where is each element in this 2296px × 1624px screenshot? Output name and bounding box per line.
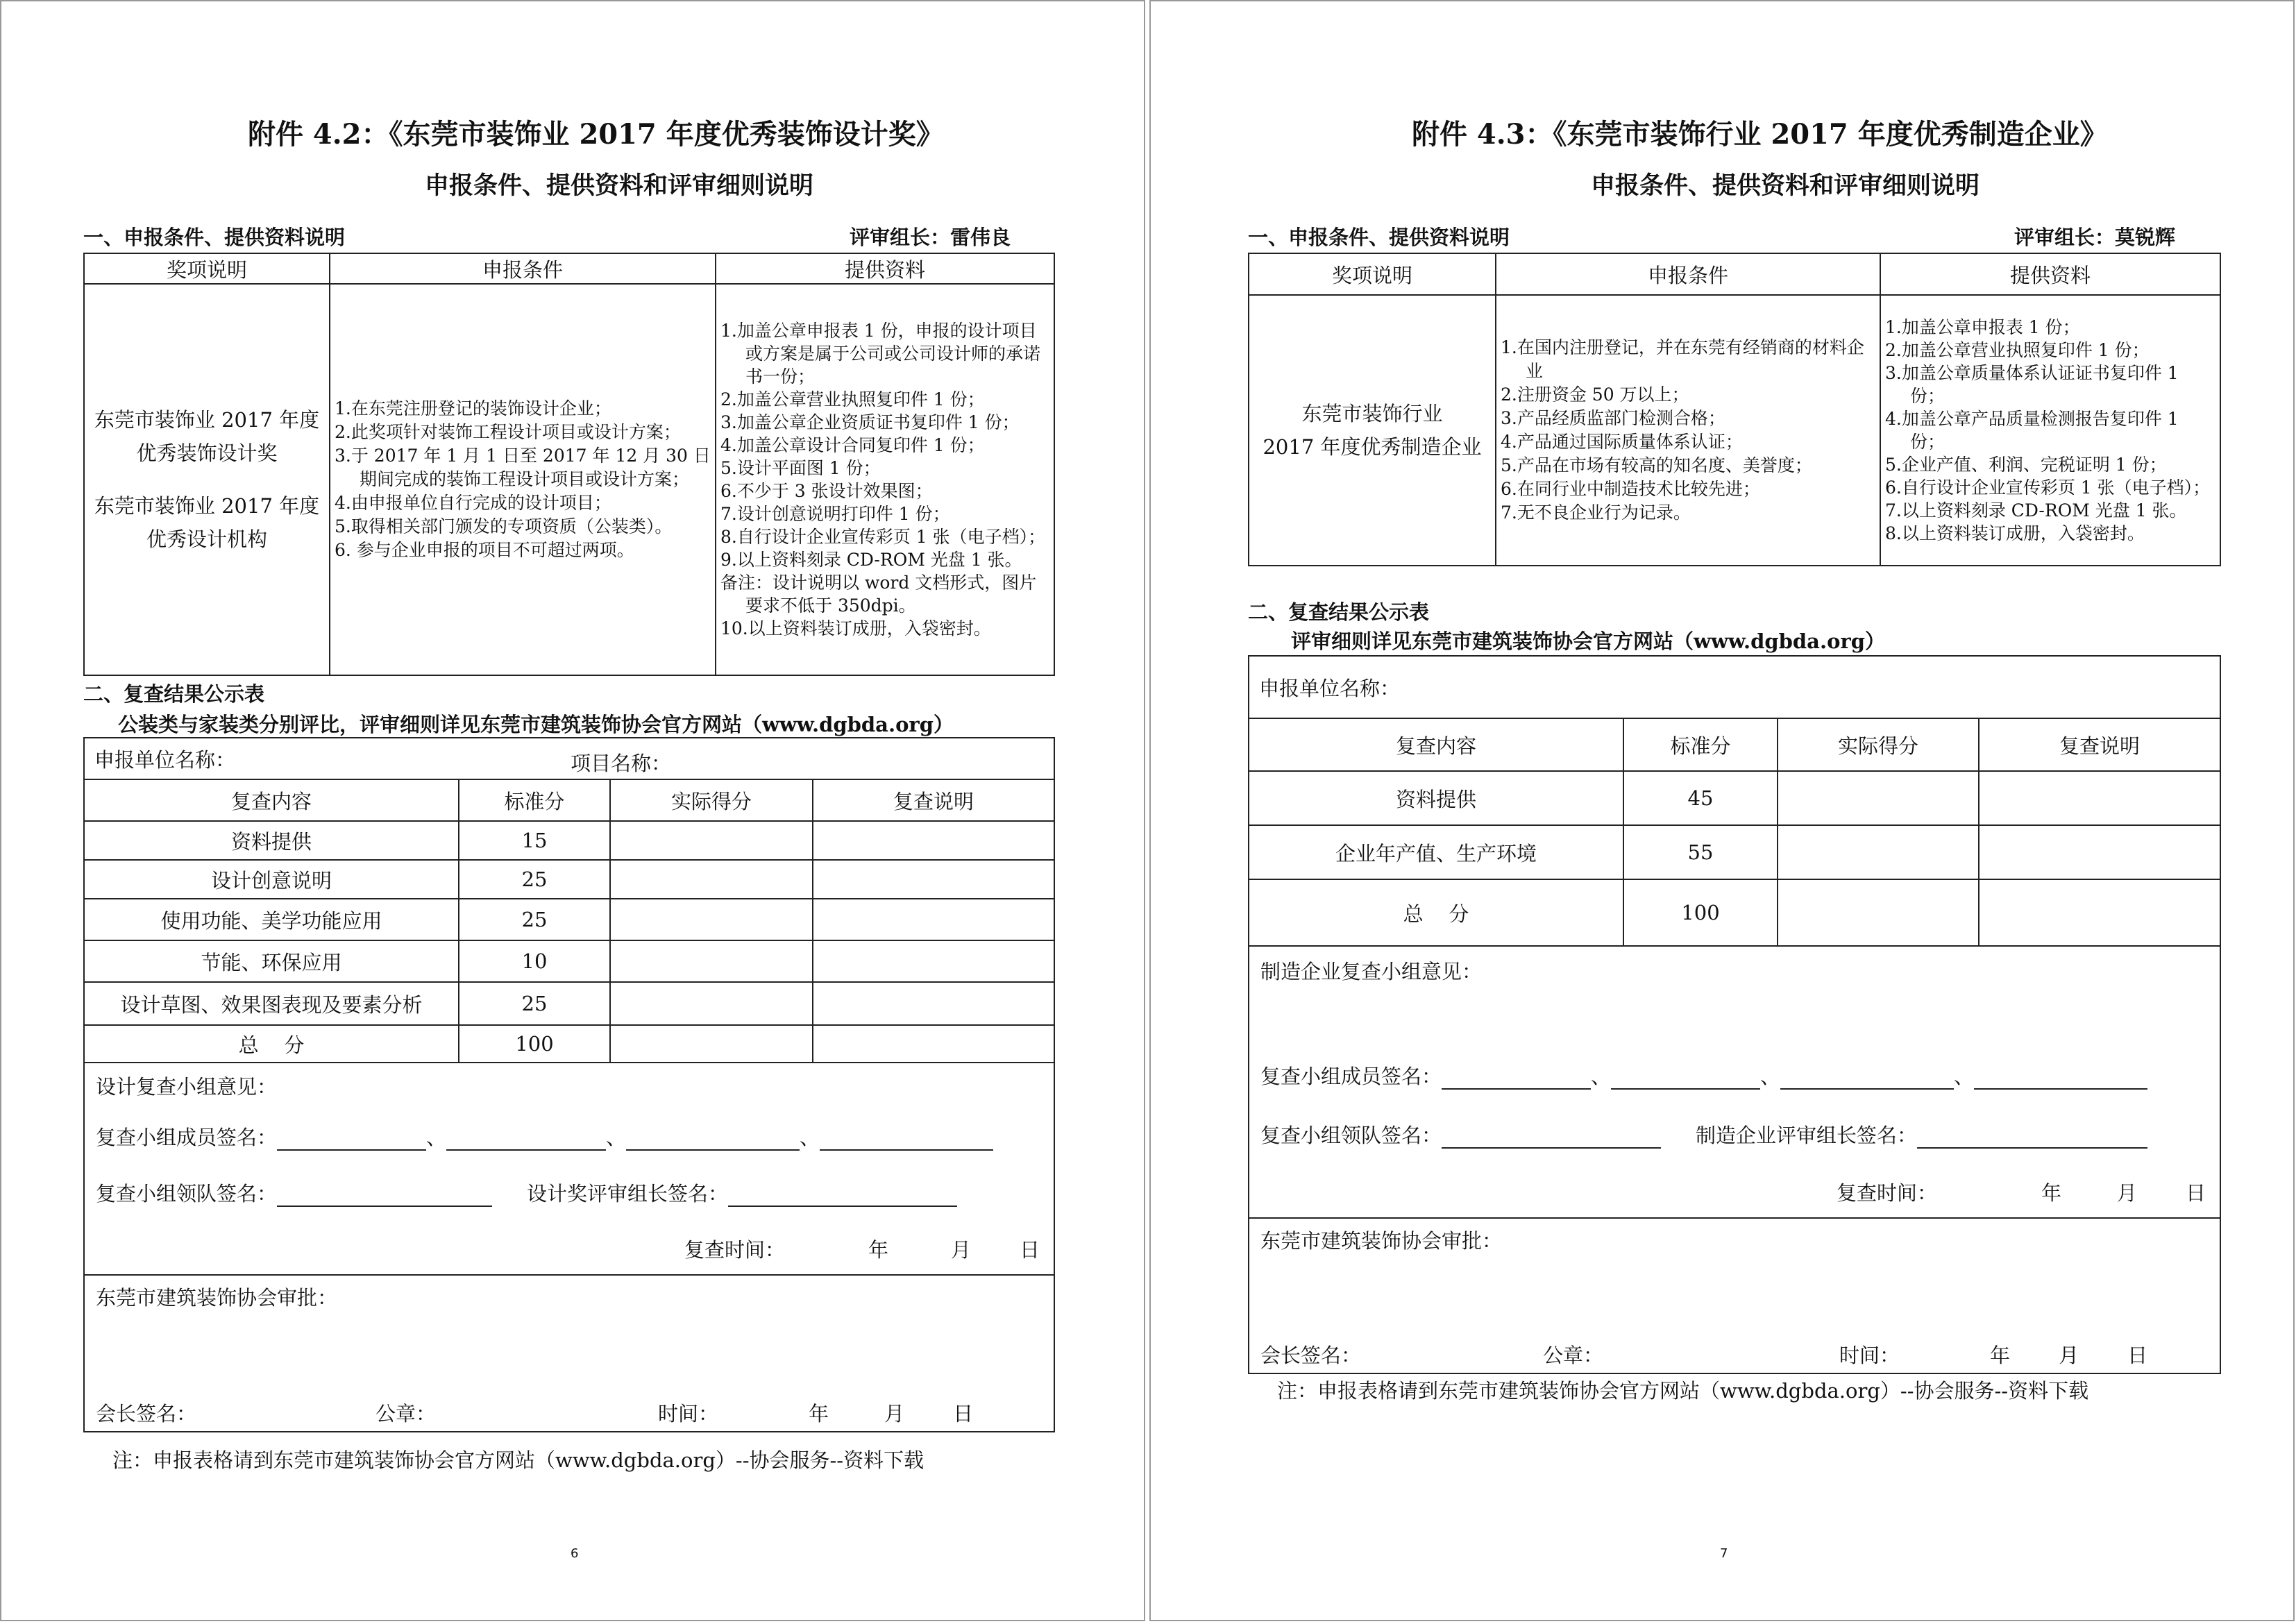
review-item: 节能、环保应用 — [84, 940, 459, 982]
table-row — [84, 899, 1054, 940]
column-header: 实际得分 — [610, 779, 813, 821]
approval-sign-row — [1260, 1340, 2191, 1369]
table-row — [1249, 771, 2220, 825]
approval-block — [84, 1275, 1054, 1432]
sign-line[interactable] — [446, 1130, 606, 1151]
sign-line[interactable] — [277, 1130, 426, 1151]
table-row — [84, 860, 1054, 899]
column-header: 申报条件 — [330, 253, 716, 284]
material-item: 7.以上资料刻录 CD-ROM 光盘 1 张。 — [1885, 500, 2187, 521]
material-item: 8.自行设计企业宣传彩页 1 张（电子档）； — [720, 527, 1046, 547]
award-cell — [84, 284, 330, 675]
sign-line[interactable] — [728, 1186, 957, 1207]
sign-line[interactable] — [626, 1130, 800, 1151]
page-right — [1149, 0, 2295, 1621]
year-label: 年 — [868, 1238, 888, 1262]
review-item: 设计创意说明 — [84, 860, 459, 899]
standard-score: 25 — [459, 982, 610, 1025]
unit-label: 申报单位名称： — [94, 747, 236, 772]
review-item: 使用功能、美学功能应用 — [84, 899, 459, 940]
column-header: 奖项说明 — [1249, 253, 1496, 295]
material-item: 5.设计平面图 1 份； — [720, 458, 881, 478]
award-name: 东莞市装饰行业 — [1301, 402, 1443, 425]
separator: 、 — [426, 1126, 447, 1149]
remark-cell — [813, 940, 1054, 982]
condition-item: 1.在国内注册登记，并在东莞有经销商的材料企业 — [1501, 337, 1864, 381]
award-name: 优秀设计机构 — [146, 527, 267, 551]
column-header: 标准分 — [459, 779, 610, 821]
material-item: 备注：设计说明以 word 文档形式，图片要求不低于 350dpi。 — [720, 573, 1037, 616]
condition-item: 2.注册资金 50 万以上； — [1501, 384, 1689, 405]
section-heading: 二、复查结果公示表 — [83, 682, 265, 706]
review-leader: 评审组长：莫锐辉 — [2014, 226, 2176, 249]
condition-item: 3.于 2017 年 1 月 1 日至 2017 年 12 月 30 日期间完成的装饰工程设计项目或设计方案； — [335, 446, 711, 489]
section-heading: 二、复查结果公示表 — [1248, 600, 1430, 624]
approval-label: 东莞市建筑装饰协会审批： — [1260, 1229, 1503, 1253]
condition-item: 1.在东莞注册登记的装饰设计企业； — [335, 398, 611, 418]
material-item: 7.设计创意说明打印件 1 份； — [720, 504, 950, 524]
actual-score-cell — [610, 899, 813, 940]
requirements-table — [83, 253, 1055, 676]
sign-line[interactable] — [1780, 1069, 1954, 1090]
year-label: 年 — [2041, 1181, 2061, 1205]
review-item: 资料提供 — [84, 821, 459, 860]
page-title: 附件 4.3：《东莞市装饰行业 2017 年度优秀制造企业》 — [1412, 118, 2108, 151]
material-item: 5.企业产值、利润、完税证明 1 份； — [1885, 455, 2167, 475]
materials-cell — [716, 284, 1054, 675]
unit-row — [84, 738, 1054, 779]
seal-label: 公章： — [1543, 1344, 1604, 1367]
standard-score: 15 — [459, 821, 610, 860]
column-header: 申报条件 — [1496, 253, 1880, 295]
column-header: 奖项说明 — [84, 253, 330, 284]
leader-sign-label: 复查小组领队签名： — [96, 1182, 278, 1206]
separator: 、 — [1760, 1065, 1781, 1088]
standard-score: 25 — [459, 899, 610, 940]
actual-score-cell — [1778, 771, 1979, 825]
condition-item: 5.取得相关部门颁发的专项资质（公装类）。 — [335, 516, 673, 536]
footnote: 注：申报表格请到东莞市建筑装饰协会官方网站（www.dgbda.org）--协会服务--资料下载 — [1277, 1379, 2089, 1403]
remark-cell — [1979, 771, 2220, 825]
review-item: 企业年产值、生产环境 — [1249, 825, 1623, 879]
table-row — [1249, 879, 2220, 946]
remark-cell — [813, 860, 1054, 899]
remark-cell — [813, 899, 1054, 940]
condition-item: 6. 参与企业申报的项目不可超过两项。 — [335, 540, 634, 560]
project-label: 项目名称： — [571, 752, 672, 775]
member-sign-label: 复查小组成员签名： — [96, 1126, 278, 1149]
month-label: 月 — [2116, 1181, 2137, 1205]
month-label: 月 — [2059, 1344, 2079, 1367]
member-sign-row — [1260, 1061, 2209, 1090]
material-item: 9.以上资料刻录 CD-ROM 光盘 1 张。 — [720, 550, 1022, 570]
column-header: 复查内容 — [84, 779, 459, 821]
material-item: 6.自行设计企业宣传彩页 1 张（电子档）； — [1885, 477, 2211, 498]
table-row — [84, 982, 1054, 1025]
condition-item: 4.产品通过国际质量体系认证； — [1501, 432, 1743, 452]
material-item: 3.加盖公章企业资质证书复印件 1 份； — [720, 412, 1020, 432]
president-sign-label: 会长签名： — [96, 1402, 197, 1426]
review-item: 总 分 — [84, 1025, 459, 1063]
conditions-cell — [1496, 295, 1880, 566]
materials-cell — [1880, 295, 2220, 566]
footnote: 注：申报表格请到东莞市建筑装饰协会官方网站（www.dgbda.org）--协会服务--资料下载 — [112, 1448, 925, 1472]
table-row — [84, 1025, 1054, 1063]
actual-score-cell — [1778, 879, 1979, 946]
material-item: 1.加盖公章申报表 1 份，申报的设计项目或方案是属于公司或公司设计师的承诺书一份； — [720, 321, 1041, 387]
column-header: 实际得分 — [1778, 718, 1979, 771]
sign-line[interactable] — [1611, 1069, 1760, 1090]
member-sign-label: 复查小组成员签名： — [1260, 1065, 1442, 1088]
member-sign-row — [96, 1122, 1043, 1151]
material-item: 3.加盖公章质量体系认证证书复印件 1 份； — [1885, 363, 2179, 406]
page-number: 6 — [571, 1546, 579, 1561]
page-subtitle: 申报条件、提供资料和评审细则说明 — [425, 171, 814, 200]
actual-score-cell — [610, 1025, 813, 1063]
day-label: 日 — [2186, 1181, 2206, 1205]
opinion-label: 制造企业复查小组意见： — [1260, 960, 1483, 983]
standard-score: 25 — [459, 860, 610, 899]
actual-score-cell — [610, 940, 813, 982]
actual-score-cell — [610, 821, 813, 860]
material-item: 2.加盖公章营业执照复印件 1 份； — [1885, 340, 2150, 360]
actual-score-cell — [610, 860, 813, 899]
sign-line[interactable] — [277, 1186, 492, 1207]
review-table — [83, 737, 1055, 1432]
approval-block — [1249, 1218, 2220, 1373]
standard-score: 55 — [1623, 825, 1778, 879]
sign-line[interactable] — [820, 1130, 993, 1151]
actual-score-cell — [610, 982, 813, 1025]
review-item: 设计草图、效果图表现及要素分析 — [84, 982, 459, 1025]
review-leader: 评审组长：雷伟良 — [850, 226, 1011, 249]
standard-score: 45 — [1623, 771, 1778, 825]
award-name: 2017 年度优秀制造企业 — [1263, 435, 1482, 459]
award-name: 东莞市装饰业 2017 年度 — [94, 408, 320, 432]
standard-score: 100 — [1623, 879, 1778, 946]
year-label: 年 — [1990, 1344, 2011, 1367]
day-label: 日 — [953, 1402, 974, 1426]
unit-row — [1249, 656, 2220, 718]
sign-line[interactable] — [1917, 1128, 2147, 1149]
leader-sign-row — [96, 1178, 1043, 1207]
month-label: 月 — [884, 1402, 905, 1426]
column-header: 复查内容 — [1249, 718, 1623, 771]
page-subtitle: 申报条件、提供资料和评审细则说明 — [1591, 171, 1980, 200]
section-heading: 一、申报条件、提供资料说明 — [1248, 226, 1510, 249]
standard-score: 10 — [459, 940, 610, 982]
approval-sign-row — [96, 1398, 1026, 1427]
president-sign-label: 会长签名： — [1260, 1344, 1362, 1367]
conditions-cell — [330, 284, 716, 675]
remark-cell — [813, 1025, 1054, 1063]
actual-score-cell — [1778, 825, 1979, 879]
remark-cell — [1979, 825, 2220, 879]
requirements-table — [1248, 253, 2221, 566]
remark-cell — [1979, 879, 2220, 946]
material-item: 2.加盖公章营业执照复印件 1 份； — [720, 389, 985, 409]
award-name: 优秀装饰设计奖 — [136, 441, 278, 465]
opinion-block — [84, 1063, 1054, 1275]
page-title: 附件 4.2：《东莞市装饰业 2017 年度优秀装饰设计奖》 — [248, 118, 944, 151]
standard-score: 100 — [459, 1025, 610, 1063]
condition-item: 2.此奖项针对装饰工程设计项目或设计方案； — [335, 422, 681, 442]
review-item: 总 分 — [1249, 879, 1623, 946]
separator: 、 — [1954, 1065, 1975, 1088]
review-time-label: 复查时间： — [1836, 1181, 1937, 1205]
judge-sign-label: 制造企业评审组长签名： — [1696, 1124, 1918, 1147]
sign-line[interactable] — [1974, 1069, 2147, 1090]
month-label: 月 — [950, 1238, 971, 1262]
condition-item: 4.由申报单位自行完成的设计项目； — [335, 493, 611, 513]
condition-item: 6.在同行业中制造技术比较先进； — [1501, 479, 1760, 499]
remark-cell — [813, 982, 1054, 1025]
section-note: 公装类与家装类分别评比，评审细则详见东莞市建筑装饰协会官方网站（www.dgbda.org） — [118, 713, 954, 736]
condition-item: 3.产品经质监部门检测合格； — [1501, 408, 1725, 428]
material-item: 8.以上资料装订成册，入袋密封。 — [1885, 523, 2145, 543]
sign-line[interactable] — [1442, 1069, 1591, 1090]
column-header: 提供资料 — [1880, 253, 2220, 295]
award-name: 东莞市装饰业 2017 年度 — [94, 494, 320, 518]
day-label: 日 — [2127, 1344, 2148, 1367]
separator: 、 — [606, 1126, 627, 1149]
day-label: 日 — [1020, 1238, 1040, 1262]
material-item: 10.以上资料装订成册，入袋密封。 — [720, 618, 991, 638]
table-row — [84, 940, 1054, 982]
unit-label: 申报单位名称： — [1259, 676, 1401, 700]
leader-sign-row — [1260, 1120, 2209, 1149]
review-table — [1248, 655, 2221, 1374]
award-cell — [1249, 295, 1496, 566]
material-item: 4.加盖公章设计合同复印件 1 份； — [720, 435, 985, 455]
remark-cell — [813, 821, 1054, 860]
leader-sign-label: 复查小组领队签名： — [1260, 1124, 1442, 1147]
sign-line[interactable] — [1442, 1128, 1661, 1149]
column-header: 复查说明 — [813, 779, 1054, 821]
seal-label: 公章： — [375, 1402, 437, 1426]
table-row — [1249, 825, 2220, 879]
separator: 、 — [800, 1126, 820, 1149]
judge-sign-label: 设计奖评审组长签名： — [527, 1182, 729, 1206]
table-row — [84, 821, 1054, 860]
condition-item: 7.无不良企业行为记录。 — [1501, 502, 1691, 523]
material-item: 6.不少于 3 张设计效果图； — [720, 481, 933, 501]
page-number: 7 — [1720, 1546, 1728, 1561]
column-header: 复查说明 — [1979, 718, 2220, 771]
section-heading: 一、申报条件、提供资料说明 — [83, 226, 346, 249]
year-label: 年 — [809, 1402, 829, 1426]
opinion-label: 设计复查小组意见： — [96, 1075, 278, 1099]
section-note: 评审细则详见东莞市建筑装饰协会官方网站（www.dgbda.org） — [1291, 629, 1885, 653]
review-time-row — [684, 1235, 1040, 1263]
material-item: 4.加盖公章产品质量检测报告复印件 1 份； — [1885, 409, 2179, 452]
approval-label: 东莞市建筑装饰协会审批： — [96, 1286, 338, 1310]
review-item: 资料提供 — [1249, 771, 1623, 825]
review-time-row — [1837, 1178, 2206, 1206]
condition-item: 5.产品在市场有较高的知名度、美誉度； — [1501, 455, 1812, 475]
opinion-block — [1249, 946, 2220, 1218]
column-header: 提供资料 — [716, 253, 1054, 284]
column-header: 标准分 — [1623, 718, 1778, 771]
time-label: 时间： — [658, 1402, 719, 1426]
review-time-label: 复查时间： — [684, 1238, 785, 1262]
separator: 、 — [1591, 1065, 1612, 1088]
material-item: 1.加盖公章申报表 1 份； — [1885, 317, 2080, 337]
time-label: 时间： — [1839, 1344, 1900, 1367]
page-left — [0, 0, 1145, 1621]
